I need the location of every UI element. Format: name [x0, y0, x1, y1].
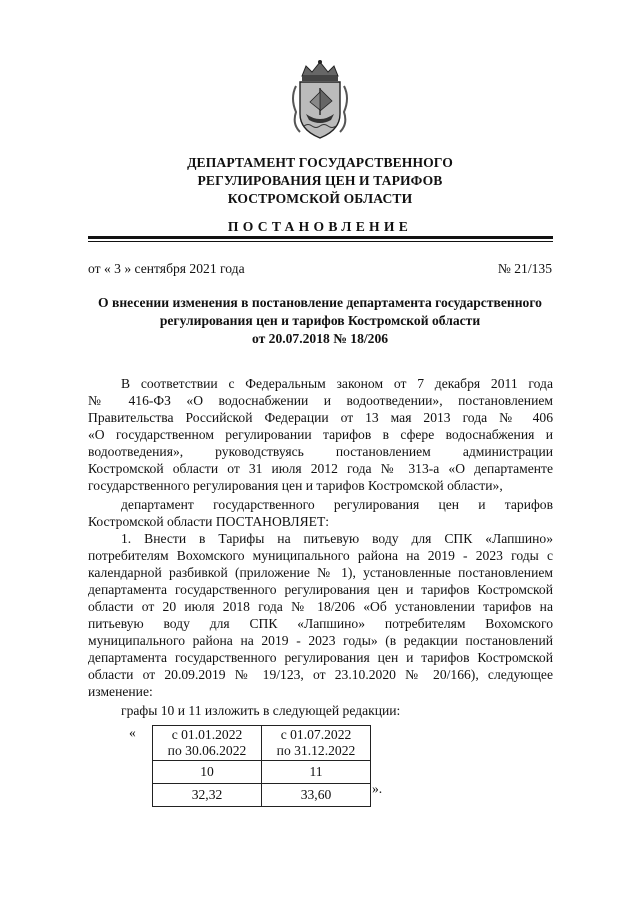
body-line: водоотведения», руководствуясь постановлением администрации [88, 444, 553, 459]
table-row [153, 761, 371, 784]
document-type-title: ПОСТАНОВЛЕНИЕ [227, 219, 413, 234]
subject-line-1: О внесении изменения в постановление департамента государственного [98, 295, 542, 310]
body-line: государственного регулирования цен и тарифов Костромской области», [88, 478, 503, 493]
body-line: департамент государственного регулирования цен и тарифов [121, 497, 553, 512]
tariff-value-cell: 33,60 [262, 784, 371, 807]
kostroma-coat-of-arms-icon [288, 58, 352, 142]
column-number-cell: 11 [262, 761, 371, 784]
table-row [153, 726, 371, 761]
subject-line-2: регулирования цен и тарифов Костромской области [159, 313, 481, 328]
body-line: области от 20.09.2019 № 19/123, от 23.10.2020 № 20/166), следующее [88, 667, 553, 682]
table-close-quote: ». [372, 781, 383, 796]
body-line: питьевую воду для СПК «Лапшино» потребителям Вохомского [88, 616, 553, 631]
body-line: календарной разбивкой (приложение № 1), установленные постановлением [88, 565, 553, 580]
body-line: области от 20 июля 2018 года № 18/206 «Об установлении тарифов на [88, 599, 553, 614]
body-line: «О государственном регулировании тарифов в сфере водоснабжения и [88, 427, 553, 442]
department-name-line-2: РЕГУЛИРОВАНИЯ ЦЕН И ТАРИФОВ [197, 173, 443, 188]
header-period-start: с 01.07.2022 [280, 727, 352, 742]
table-header-cell [153, 726, 262, 761]
table-row [153, 784, 371, 807]
body-line: 1. Внести в Тарифы на питьевую воду для СПК «Лапшино» [121, 531, 553, 546]
subject-line-3: от 20.07.2018 № 18/206 [251, 331, 389, 346]
header-period-end: по 30.06.2022 [167, 743, 247, 758]
body-line: № 416-ФЗ «О водоснабжении и водоотведении», постановлением [88, 393, 553, 408]
body-line: В соответствии с Федеральным законом от 7 декабря 2011 года [121, 376, 553, 391]
tariff-table [152, 725, 371, 807]
body-line: графы 10 и 11 изложить в следующей редакции: [121, 703, 401, 718]
document-number: № 21/135 [497, 261, 552, 276]
department-name-line-1: ДЕПАРТАМЕНТ ГОСУДАРСТВЕННОГО [187, 155, 453, 170]
body-line: изменение: [88, 684, 153, 699]
body-line: потребителям Вохомского муниципального района на 2019 - 2023 годы с [88, 548, 553, 563]
body-line: муниципального района на 2019 - 2023 годы» (в редакции постановлений [88, 633, 553, 648]
document-date: от « 3 » сентября 2021 года [88, 261, 245, 276]
header-period-start: с 01.01.2022 [171, 727, 243, 742]
column-number-cell: 10 [153, 761, 262, 784]
header-rule-thin [88, 241, 553, 242]
department-name-line-3: КОСТРОМСКОЙ ОБЛАСТИ [227, 191, 413, 206]
header-period-end: по 31.12.2022 [276, 743, 356, 758]
body-line: Правительства Российской Федерации от 13 мая 2013 года № 406 [88, 410, 553, 425]
body-line: Костромской области от 31 июля 2012 года № 313-а «О департаменте [88, 461, 553, 476]
header-rule-thick [88, 236, 553, 239]
body-line: департамента государственного регулирования цен и тарифов Костромской [88, 650, 553, 665]
table-header-cell [262, 726, 371, 761]
tariff-value-cell: 32,32 [153, 784, 262, 807]
table-open-quote: « [129, 725, 136, 740]
body-line: департамента государственного регулирования цен и тарифов Костромской [88, 582, 553, 597]
body-line: Костромской области ПОСТАНОВЛЯЕТ: [88, 514, 330, 529]
